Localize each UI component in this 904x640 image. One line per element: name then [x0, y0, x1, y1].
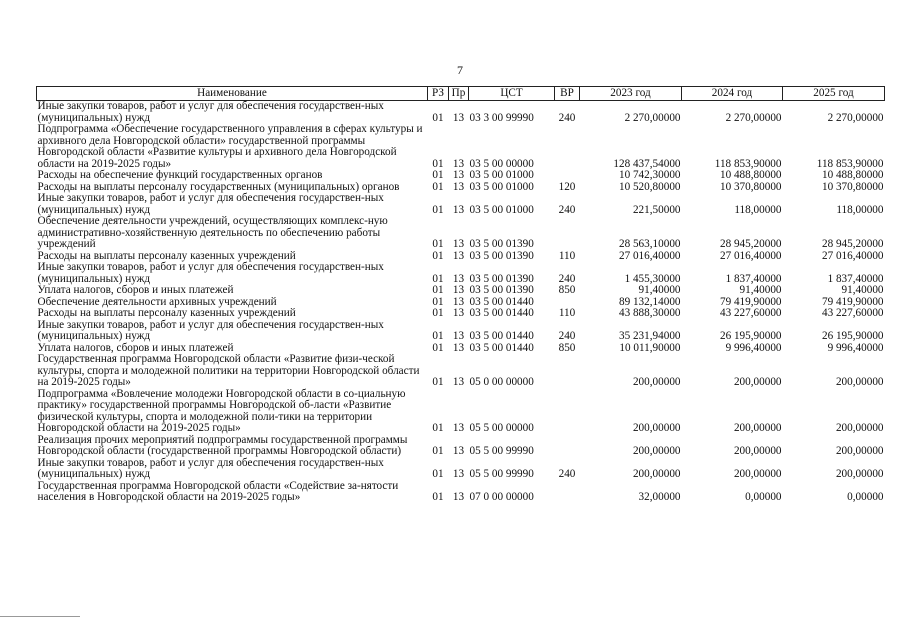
row-2023: 10 742,30000 — [618, 169, 681, 181]
row-2024: 118 853,90000 — [714, 157, 782, 170]
row-name: Расходы на выплаты персоналу казенных учреждений — [37, 249, 296, 262]
row-2023: 10 011,90000 — [619, 341, 681, 354]
row-rz: 01 — [432, 330, 444, 342]
row-rz: 01 — [432, 445, 444, 457]
row-2025: 2 270,00000 — [827, 111, 884, 124]
row-2023: 1 455,30000 — [624, 272, 681, 285]
row-vr — [555, 435, 580, 458]
table-row — [37, 308, 885, 320]
row-2024: 200,00000 — [733, 422, 782, 434]
row-2023: 2 270,00000 — [624, 111, 681, 124]
page-edge-rule — [0, 616, 80, 617]
row-pr: 13 — [452, 295, 465, 308]
row-2023: 200,00000 — [632, 468, 681, 480]
row-pr: 13 — [452, 249, 465, 262]
row-rz: 01 — [432, 272, 444, 285]
table-row — [37, 435, 885, 458]
row-cst: 03 5 00 00000 — [469, 157, 534, 170]
row-name: Реализация прочих мероприятий подпрограммы государственной программы Новгородской области (государственной программы Новгородской области) — [37, 433, 408, 457]
row-vr — [555, 389, 580, 435]
row-name: Иные закупки товаров, работ и услуг для обеспечения государствен-ных (муниципальных) нужд — [37, 100, 384, 124]
row-pr: 13 — [452, 272, 465, 285]
row-name: Обеспечение деятельности архивных учреждений — [37, 295, 277, 308]
row-vr — [555, 170, 580, 182]
header-cst: ЦСТ — [469, 87, 555, 101]
row-2025: 200,00000 — [835, 445, 884, 457]
row-name: Расходы на обеспечение функций государственных органов — [37, 169, 323, 181]
row-2023: 221,50000 — [632, 203, 681, 216]
header-2024: 2024 год — [682, 87, 783, 101]
row-name: Расходы на выплаты персоналу государственных (муниципальных) органов — [37, 180, 400, 193]
row-pr: 13 — [452, 376, 465, 388]
row-name: Обеспечение деятельности учреждений, осуществляющих комплекс-ную административно-хозяйственную деятельность по обеспечению работы учреждений — [37, 215, 388, 250]
row-vr — [555, 216, 580, 251]
row-vr: 120 — [558, 180, 576, 193]
row-2025: 10 488,80000 — [821, 169, 884, 181]
row-2025: 1 837,40000 — [827, 272, 884, 285]
row-pr: 13 — [452, 203, 465, 216]
row-cst: 03 5 00 01440 — [469, 330, 534, 342]
row-cst: 05 5 00 99990 — [469, 468, 534, 480]
row-name: Государственная программа Новгородской области «Развитие физи-ческой культуры, спорта и молодежной политики на территории Новгородской области на 2019-2025 годы» — [37, 353, 420, 388]
row-rz: 01 — [432, 422, 444, 434]
row-2023: 200,00000 — [632, 376, 681, 388]
row-2024: 200,00000 — [733, 376, 782, 388]
row-2023: 28 563,10000 — [618, 238, 681, 250]
row-2024: 200,00000 — [733, 468, 782, 480]
row-name: Подпрограмма «Вовлечение молодежи Новгородской области в со-циальную практику» государственной программы Новгородской об-ласти «Развитие физической культуры, спорта и молодежной поли-тики на территории Новгородской области на 2019-2025 годы» — [37, 387, 406, 434]
row-pr: 13 — [452, 330, 465, 342]
row-cst: 05 0 00 00000 — [469, 376, 534, 388]
row-2025: 10 370,80000 — [821, 180, 884, 193]
table-row — [37, 170, 885, 182]
row-cst: 05 5 00 99990 — [469, 445, 534, 457]
row-cst: 03 5 00 01390 — [469, 284, 534, 296]
row-name: Иные закупки товаров, работ и услуг для обеспечения государствен-ных (муниципальных) нужд — [37, 456, 384, 480]
row-pr: 13 — [452, 169, 465, 181]
table-row — [37, 458, 885, 481]
header-2025: 2025 год — [783, 87, 885, 101]
row-rz: 01 — [432, 284, 444, 296]
table-row — [37, 216, 885, 251]
row-pr: 13 — [452, 238, 465, 250]
row-2025: 200,00000 — [835, 376, 884, 388]
row-cst: 07 0 00 00000 — [469, 491, 534, 503]
table-row — [37, 101, 885, 125]
row-name: Иные закупки товаров, работ и услуг для обеспечения государствен-ных (муниципальных) нужд — [37, 192, 384, 216]
header-2023: 2023 год — [580, 87, 682, 101]
row-vr: 240 — [558, 272, 576, 285]
row-cst: 03 5 00 01440 — [469, 295, 534, 308]
row-name: Уплата налогов, сборов и иных платежей — [37, 341, 234, 354]
row-2023: 200,00000 — [632, 422, 681, 434]
table-row — [37, 354, 885, 389]
row-vr: 240 — [558, 203, 576, 216]
row-rz: 01 — [432, 491, 444, 503]
row-cst: 03 5 00 01390 — [469, 238, 534, 250]
budget-table — [36, 86, 885, 504]
page-number: 7 — [457, 63, 463, 77]
row-2024: 26 195,90000 — [719, 330, 782, 342]
row-vr: 110 — [558, 307, 576, 319]
row-2023: 91,40000 — [638, 284, 681, 296]
row-2024: 200,00000 — [733, 445, 782, 457]
row-2025: 200,00000 — [835, 468, 884, 480]
row-2024: 9 996,40000 — [725, 341, 782, 354]
row-pr: 13 — [452, 180, 465, 193]
row-rz: 01 — [432, 238, 444, 250]
row-rz: 01 — [432, 249, 444, 262]
row-pr: 13 — [452, 491, 465, 503]
table-row — [37, 481, 885, 504]
row-vr: 240 — [558, 468, 576, 480]
table-row — [37, 285, 885, 297]
table-row — [37, 193, 885, 216]
row-2024: 1 837,40000 — [725, 272, 782, 285]
row-cst: 03 5 00 01000 — [469, 180, 534, 193]
row-2024: 91,40000 — [739, 284, 782, 296]
row-vr: 850 — [558, 284, 576, 296]
row-cst: 03 5 00 01390 — [469, 272, 534, 285]
row-name: Иные закупки товаров, работ и услуг для обеспечения государствен-ных (муниципальных) нужд — [37, 261, 384, 285]
row-2025: 26 195,90000 — [821, 330, 884, 342]
row-pr: 13 — [452, 341, 465, 354]
row-2025: 28 945,20000 — [821, 238, 884, 250]
row-2023: 10 520,80000 — [618, 180, 681, 193]
row-vr — [555, 481, 580, 504]
row-2023: 35 231,94000 — [618, 330, 681, 342]
row-2025: 27 016,40000 — [821, 249, 884, 262]
row-2024: 10 488,80000 — [719, 169, 782, 181]
row-2024: 27 016,40000 — [719, 249, 782, 262]
row-2025: 43 227,60000 — [821, 307, 884, 319]
row-pr: 13 — [452, 422, 465, 434]
row-rz: 01 — [432, 203, 444, 216]
row-2025: 79 419,90000 — [821, 295, 884, 308]
header-vr: ВР — [555, 87, 580, 101]
row-2023: 32,00000 — [638, 491, 681, 503]
row-rz: 01 — [432, 169, 444, 181]
row-2024: 43 227,60000 — [719, 307, 782, 319]
row-2025: 118 853,90000 — [816, 157, 884, 170]
row-name: Иные закупки товаров, работ и услуг для обеспечения государствен-ных (муниципальных) нужд — [37, 318, 384, 342]
row-2023: 43 888,30000 — [618, 307, 681, 319]
row-vr: 240 — [558, 330, 576, 342]
row-2024: 2 270,00000 — [725, 111, 782, 124]
table-row — [37, 320, 885, 343]
row-rz: 01 — [432, 307, 444, 319]
row-cst: 03 3 00 99990 — [469, 111, 534, 124]
row-rz: 01 — [432, 468, 444, 480]
row-pr: 13 — [452, 284, 465, 296]
row-rz: 01 — [432, 295, 444, 308]
row-vr: 850 — [558, 341, 576, 354]
row-cst: 03 5 00 01440 — [469, 341, 534, 354]
header-name: Наименование — [37, 87, 428, 101]
row-rz: 01 — [432, 111, 444, 124]
row-rz: 01 — [432, 341, 444, 354]
table-row — [37, 124, 885, 170]
row-vr: 240 — [558, 111, 576, 124]
header-rz: РЗ — [428, 87, 449, 101]
row-pr: 13 — [452, 307, 465, 319]
row-2024: 79 419,90000 — [719, 295, 782, 308]
row-2024: 118,00000 — [734, 203, 782, 216]
row-2025: 200,00000 — [835, 422, 884, 434]
row-cst: 05 5 00 00000 — [469, 422, 534, 434]
row-2024: 28 945,20000 — [719, 238, 782, 250]
row-cst: 03 5 00 01000 — [469, 203, 534, 216]
row-vr: 110 — [558, 249, 576, 262]
table-row — [37, 389, 885, 435]
row-2023: 200,00000 — [632, 445, 681, 457]
row-2025: 0,00000 — [847, 491, 884, 503]
row-rz: 01 — [432, 180, 444, 193]
row-vr — [555, 124, 580, 170]
row-pr: 13 — [452, 445, 465, 457]
row-rz: 01 — [432, 157, 444, 170]
row-pr: 13 — [452, 111, 465, 124]
row-2023: 27 016,40000 — [618, 249, 681, 262]
header-row — [37, 87, 885, 101]
table-row — [37, 262, 885, 285]
row-2023: 89 132,14000 — [618, 295, 681, 308]
row-pr: 13 — [452, 468, 465, 480]
header-pr: Пр — [449, 87, 469, 101]
row-cst: 03 5 00 01390 — [469, 249, 534, 262]
row-name: Государственная программа Новгородской области «Содействие за-нятости населения в Новгородской области на 2019-2025 годы» — [37, 479, 399, 503]
row-2024: 0,00000 — [745, 491, 782, 503]
row-name: Уплата налогов, сборов и иных платежей — [37, 284, 234, 296]
row-2024: 10 370,80000 — [719, 180, 782, 193]
row-rz: 01 — [432, 376, 444, 388]
row-2025: 91,40000 — [841, 284, 884, 296]
row-cst: 03 5 00 01000 — [469, 169, 534, 181]
row-name: Подпрограмма «Обеспечение государственного управления в сферах культуры и архивного дела Новгородской области» государственной программы Новгородской области «Развитие культуры и архивного дела Новгородской области на 2019-2025 годы» — [37, 123, 423, 170]
row-pr: 13 — [452, 157, 465, 170]
row-2025: 9 996,40000 — [827, 341, 884, 354]
row-2023: 128 437,54000 — [613, 157, 681, 170]
row-cst: 03 5 00 01440 — [469, 307, 534, 319]
row-2025: 118,00000 — [836, 203, 884, 216]
row-vr — [555, 354, 580, 389]
row-name: Расходы на выплаты персоналу казенных учреждений — [37, 307, 296, 319]
